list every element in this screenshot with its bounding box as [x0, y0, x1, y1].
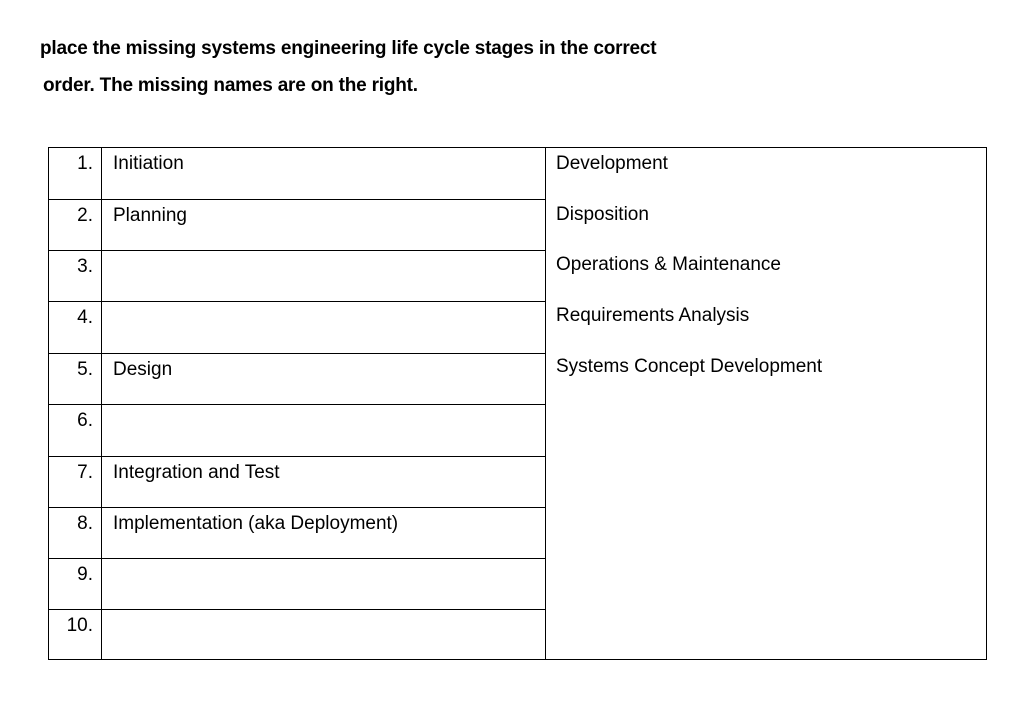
table-row [49, 148, 545, 200]
table-row [49, 508, 545, 559]
stages-table [48, 147, 987, 660]
table-row [49, 457, 545, 508]
stage-name[interactable]: Design [113, 359, 173, 380]
missing-name-option[interactable]: Development [556, 153, 668, 174]
stage-number: 3. [49, 251, 102, 301]
stage-name[interactable]: Implementation (aka Deployment) [113, 513, 399, 534]
stage-name[interactable]: Initiation [113, 153, 184, 174]
missing-name-option[interactable]: Requirements Analysis [556, 305, 750, 326]
stage-order-column [49, 148, 546, 659]
missing-name-option[interactable]: Systems Concept Development [556, 356, 823, 377]
table-row [49, 559, 545, 610]
stage-number: 5. [49, 354, 102, 404]
stage-number: 4. [49, 302, 102, 353]
stage-name[interactable]: Planning [113, 205, 187, 226]
instructions-line-2: order. The missing names are on the right. [43, 75, 418, 96]
table-row [49, 405, 545, 457]
stage-number: 1. [49, 148, 102, 199]
stage-number: 10. [49, 610, 102, 659]
table-row [49, 354, 545, 405]
table-row [49, 251, 545, 302]
stage-number: 6. [49, 405, 102, 456]
stage-number: 2. [49, 200, 102, 250]
stage-number: 7. [49, 457, 102, 507]
instructions [40, 30, 800, 104]
stage-number: 8. [49, 508, 102, 558]
table-row [49, 610, 545, 659]
stage-name[interactable]: Integration and Test [113, 462, 280, 483]
missing-name-option[interactable]: Disposition [556, 204, 649, 225]
instructions-line-1: place the missing systems engineering life cycle stages in the correct [40, 38, 657, 59]
table-row [49, 302, 545, 354]
missing-name-option[interactable]: Operations & Maintenance [556, 254, 781, 275]
table-row [49, 200, 545, 251]
stage-number: 9. [49, 559, 102, 609]
